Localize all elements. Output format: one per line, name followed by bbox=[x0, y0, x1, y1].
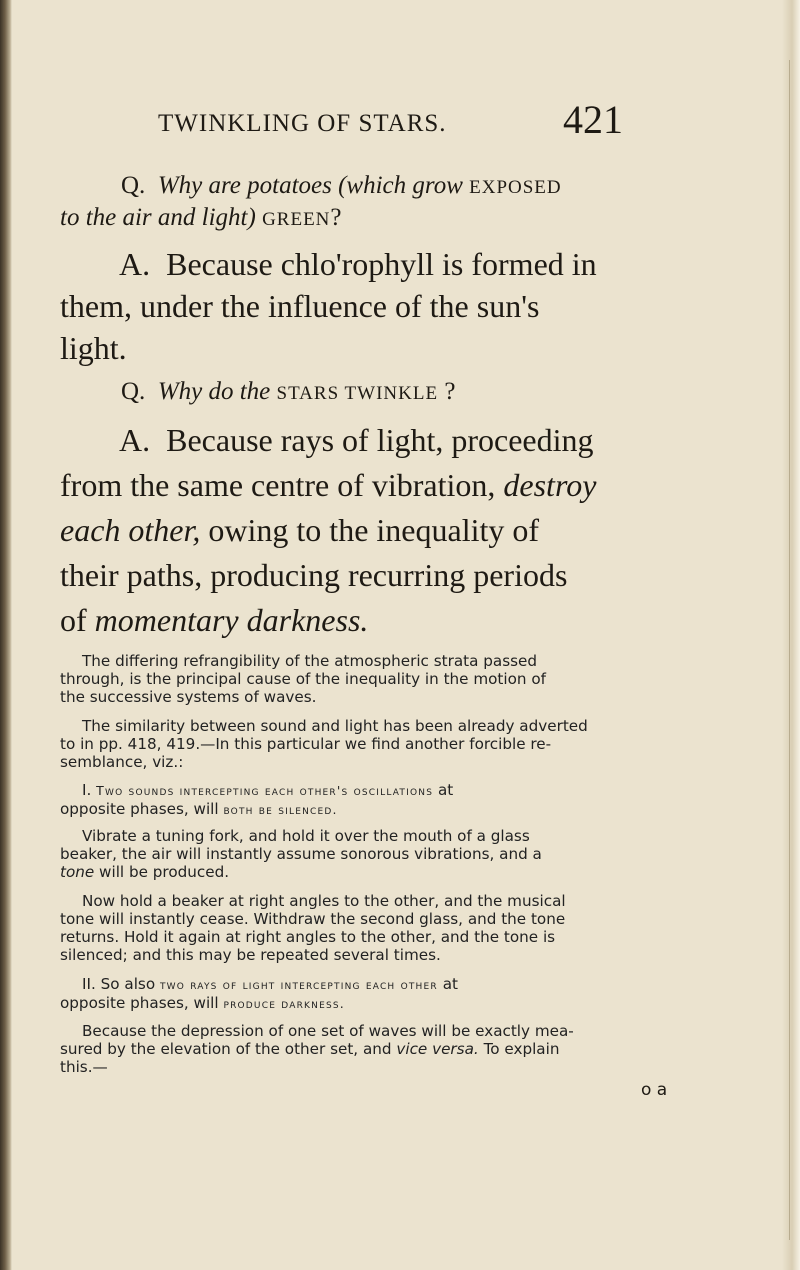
note-paragraph-3 bbox=[60, 781, 690, 819]
note-line bbox=[60, 781, 690, 800]
signature-mark: o a bbox=[641, 1080, 668, 1100]
note-smallcaps: Two sounds intercepting each other's oscillations bbox=[96, 783, 434, 798]
note-text: will be produced. bbox=[99, 863, 230, 881]
note-paragraph-5 bbox=[60, 892, 690, 964]
answer-emphasis: momentary darkness. bbox=[94, 602, 369, 638]
question-1-line-2 bbox=[60, 202, 690, 236]
page-edge-line bbox=[789, 60, 790, 1240]
note-text: opposite phases, will bbox=[60, 994, 219, 1012]
note-text: opposite phases, will bbox=[60, 800, 219, 818]
question-smallcaps: STARS TWINKLE bbox=[276, 383, 439, 404]
note-line: tone will instantly cease. Withdraw the second glass, and the tone bbox=[60, 910, 566, 928]
answer-emphasis: each other, bbox=[60, 512, 201, 548]
page-edge-right bbox=[782, 0, 800, 1270]
note-paragraph-4 bbox=[60, 827, 690, 881]
question-1 bbox=[121, 170, 721, 204]
note-line: this.— bbox=[60, 1058, 108, 1076]
answer-text: from the same centre of vibration, bbox=[60, 467, 496, 503]
note-line: beaker, the air will instantly assume sonorous vibrations, and a bbox=[60, 845, 542, 863]
running-head bbox=[158, 96, 698, 140]
note-line: Because the depression of one set of waves will be exactly mea- bbox=[82, 1022, 574, 1040]
answer-line bbox=[60, 463, 710, 508]
note-line: returns. Hold it again at right angles to the other, and the tone is bbox=[60, 928, 556, 946]
answer-line: them, under the influence of the sun's bbox=[60, 288, 540, 324]
note-line bbox=[60, 994, 690, 1013]
note-line: The similarity between sound and light has been already adverted bbox=[82, 717, 588, 735]
question-smallcaps: GREEN bbox=[262, 209, 331, 230]
answer-line bbox=[60, 508, 710, 553]
note-text: So also bbox=[100, 975, 156, 993]
note-paragraph-7 bbox=[60, 1022, 690, 1076]
answer-text: of bbox=[60, 602, 87, 638]
answer-line bbox=[60, 243, 700, 285]
answer-text: Because chlo'rophyll is formed in bbox=[166, 246, 597, 282]
answer-line: light. bbox=[60, 330, 127, 366]
answer-line bbox=[60, 418, 710, 463]
answer-text: owing to the inequality of bbox=[208, 512, 540, 548]
note-emphasis: tone bbox=[60, 863, 95, 881]
note-smallcaps: two rays of light intercepting each other bbox=[159, 977, 438, 992]
note-line: Vibrate a tuning fork, and hold it over the mouth of a glass bbox=[82, 827, 530, 845]
answer-line: their paths, producing recurring periods bbox=[60, 557, 568, 593]
note-number: I. bbox=[82, 781, 92, 799]
note-line: to in pp. 418, 419.—In this particular we find another forcible re- bbox=[60, 735, 552, 753]
question-end: ? bbox=[444, 378, 456, 405]
note-line bbox=[60, 863, 690, 881]
question-text: Why are potatoes (which grow bbox=[157, 172, 463, 199]
note-line: semblance, viz.: bbox=[60, 753, 184, 771]
note-text: at bbox=[437, 781, 454, 799]
note-smallcaps: produce darkness. bbox=[223, 996, 345, 1011]
note-line bbox=[60, 800, 690, 819]
question-text: to the air and light) bbox=[60, 204, 256, 231]
answer-emphasis: destroy bbox=[503, 467, 597, 503]
answer-label: A. bbox=[119, 246, 151, 282]
note-line bbox=[60, 975, 690, 994]
note-text: To explain bbox=[483, 1040, 560, 1058]
page-number: 421 bbox=[563, 97, 623, 142]
question-label: Q. bbox=[121, 378, 146, 405]
answer-label: A. bbox=[119, 422, 151, 458]
note-smallcaps: both be silenced. bbox=[223, 802, 338, 817]
answer-line bbox=[60, 598, 710, 643]
note-paragraph-6 bbox=[60, 975, 690, 1013]
note-line bbox=[60, 1040, 690, 1058]
answer-1 bbox=[60, 243, 700, 369]
question-smallcaps: EXPOSED bbox=[469, 177, 562, 198]
note-emphasis: vice versa. bbox=[396, 1040, 479, 1058]
note-text: sured by the elevation of the other set, and bbox=[60, 1040, 392, 1058]
note-paragraph-2 bbox=[60, 717, 690, 771]
book-gutter-shadow bbox=[0, 0, 12, 1270]
note-line: The differing refrangibility of the atmospheric strata passed bbox=[82, 652, 538, 670]
note-text: at bbox=[442, 975, 458, 993]
question-end: ? bbox=[330, 204, 342, 231]
note-paragraph-1 bbox=[60, 652, 690, 706]
note-line: the successive systems of waves. bbox=[60, 688, 317, 706]
note-line: silenced; and this may be repeated several times. bbox=[60, 946, 441, 964]
question-2 bbox=[121, 376, 721, 410]
question-label: Q. bbox=[121, 172, 146, 199]
question-text: Why do the bbox=[157, 378, 271, 405]
note-number: II. bbox=[82, 975, 96, 993]
note-line: through, is the principal cause of the inequality in the motion of bbox=[60, 670, 546, 688]
note-line: Now hold a beaker at right angles to the other, and the musical bbox=[82, 892, 566, 910]
running-title: TWINKLING OF STARS. bbox=[158, 110, 447, 137]
answer-2 bbox=[60, 418, 710, 643]
answer-text: Because rays of light, proceeding bbox=[166, 422, 594, 458]
